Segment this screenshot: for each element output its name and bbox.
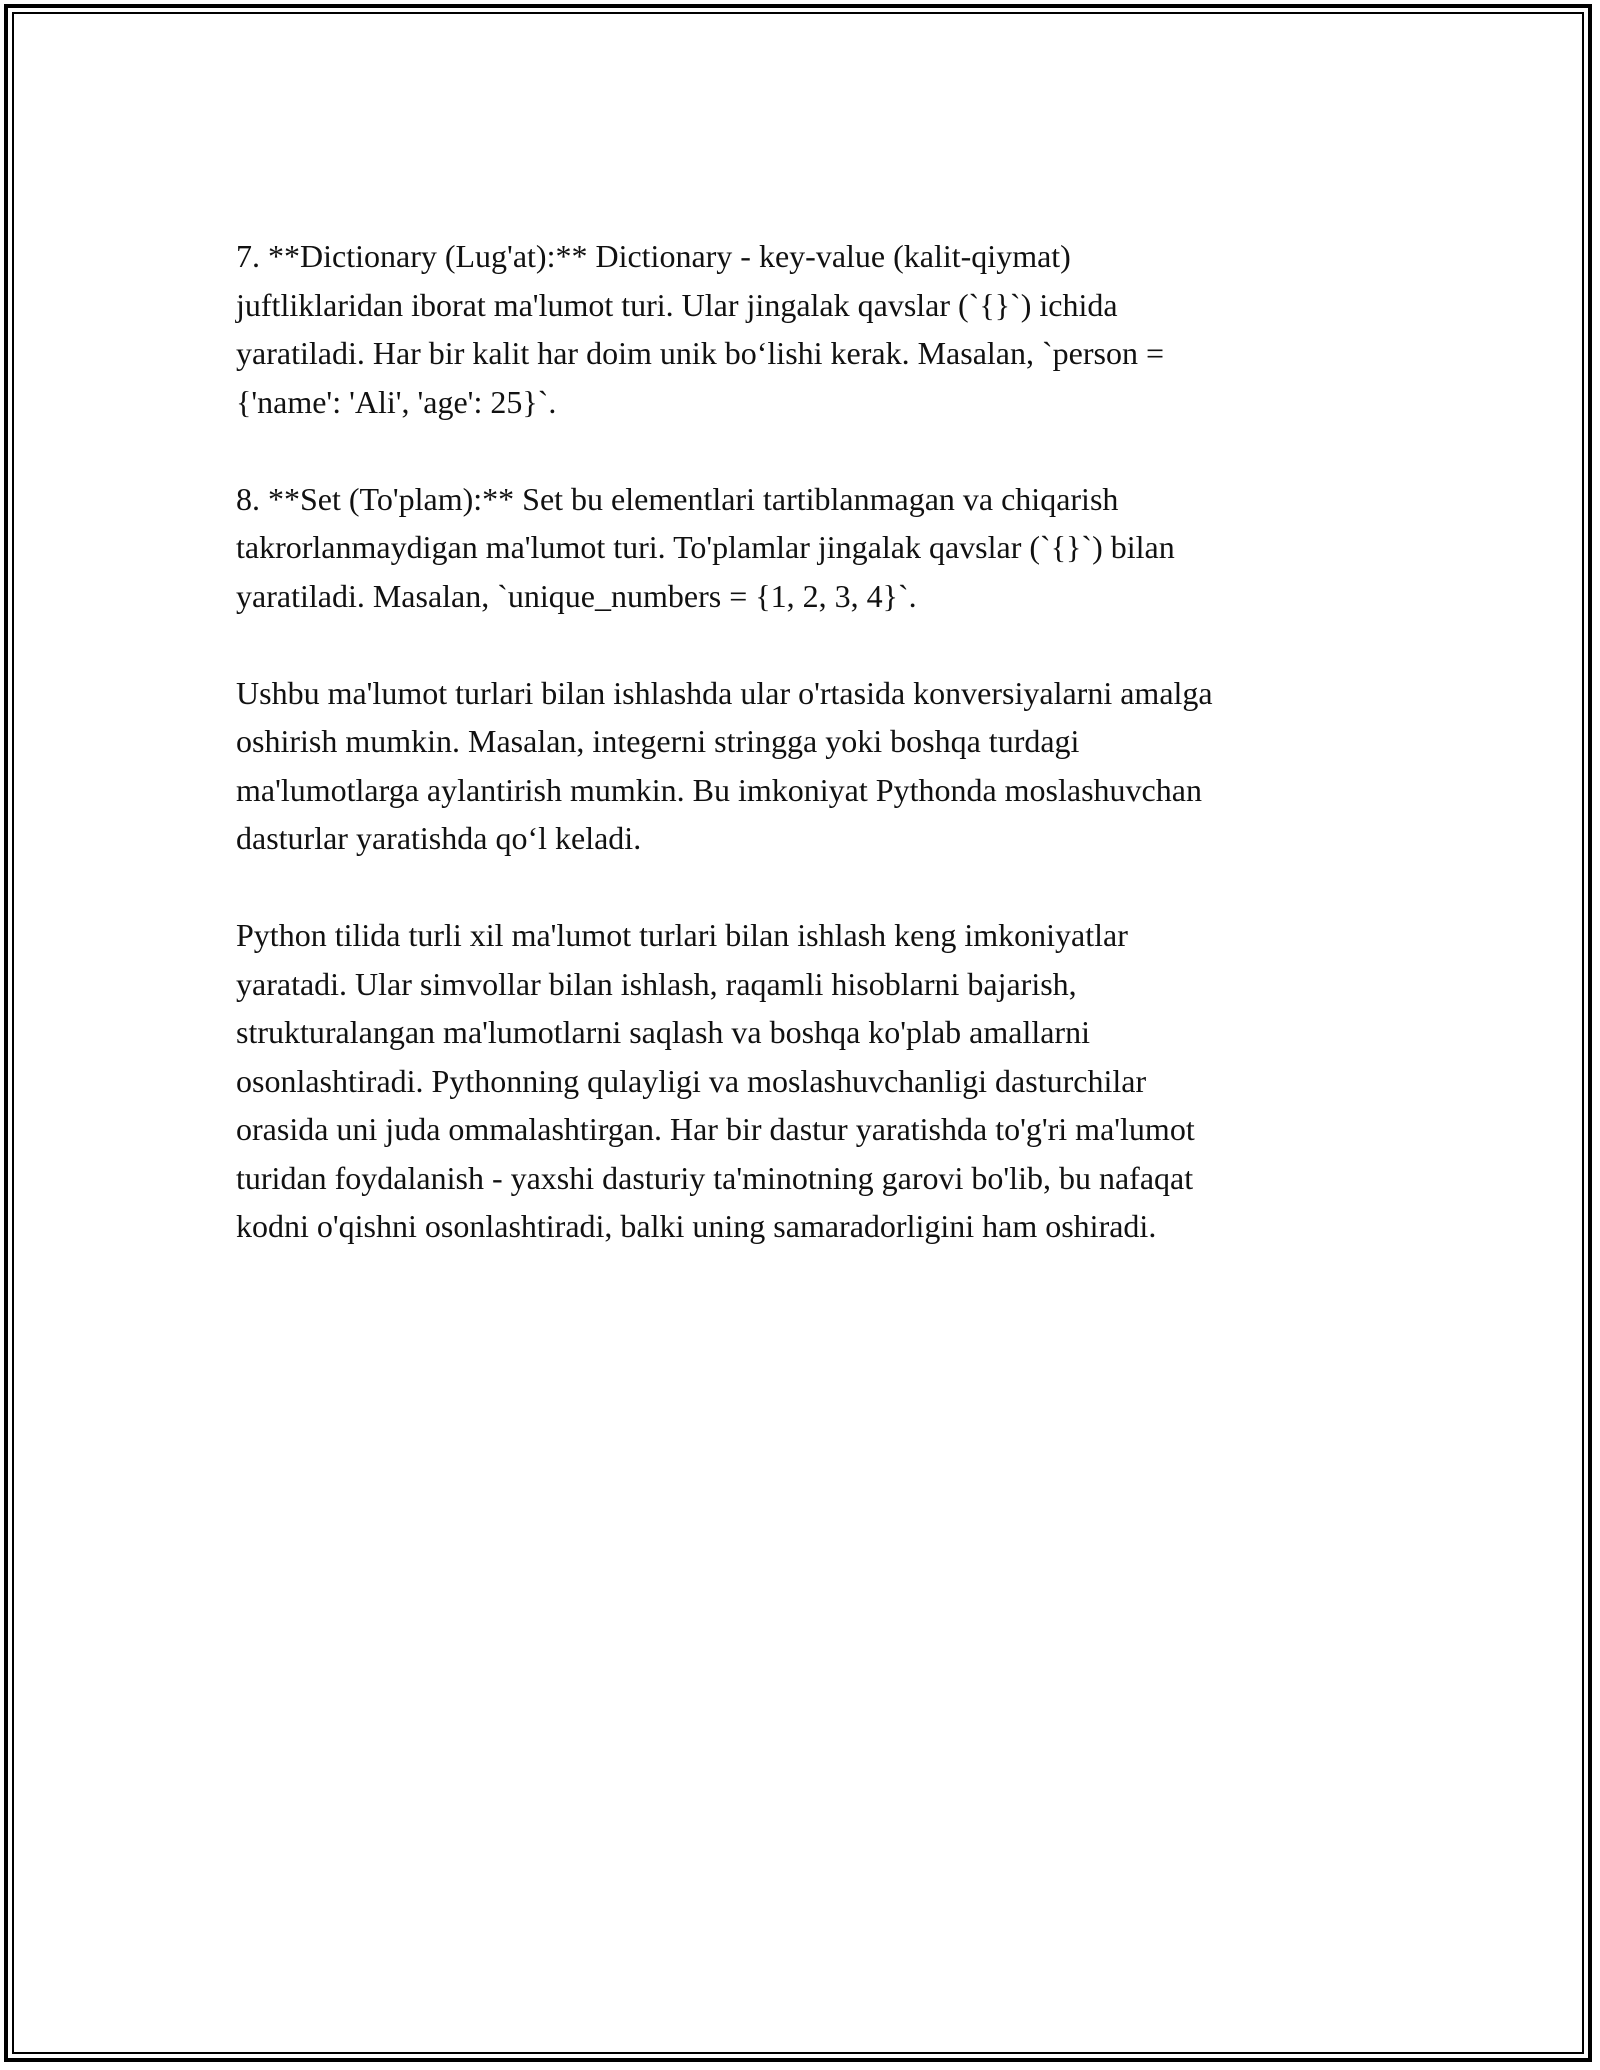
document-body	[236, 232, 1376, 1299]
paragraph-conclusion: Python tilida turli xil ma'lumot turlari bilan ishlash keng imkoniyatlar yaratadi. Ular simvollar bilan ishlash, raqamli hisoblarni bajarish, strukturalangan ma'lumotlarni saqlash va boshqa ko'plab amallarni osonlashtiradi. Pythonning qulayligi va moslashuvchanligi dasturchilar orasida uni juda ommalashtirgan. Har bir dastur yaratishda to'g'ri ma'lumot turidan foydalanish - yaxshi dasturiy ta'minotning garovi bo'lib, bu nafaqat kodni o'qishni osonlashtiradi, balki uning samaradorligini ham oshiradi.	[236, 917, 1195, 1244]
paragraph-dictionary: 7. **Dictionary (Lug'at):** Dictionary - key-value (kalit-qiymat) juftliklaridan iborat ma'lumot turi. Ular jingalak qavslar (`{}`) ichida yaratiladi. Har bir kalit har doim unik bo‘lishi kerak. Masalan, `person = {'name': 'Ali', 'age': 25}`.	[236, 238, 1165, 420]
paragraph-conversion: Ushbu ma'lumot turlari bilan ishlashda ular o'rtasida konversiyalarni amalga oshirish mumkin. Masalan, integerni stringga yoki boshqa turdagi ma'lumotlarga aylantirish mumkin. Bu imkoniyat Pythonda moslashuvchan dasturlar yaratishda qo‘l keladi.	[236, 674, 1213, 856]
paragraph-set: 8. **Set (To'plam):** Set bu elementlari tartiblanmagan va chiqarish takrorlanmaydigan ma'lumot turi. To'plamlar jingalak qavslar (`{}`) bilan yaratiladi. Masalan, `unique_numbers = {1, 2, 3, 4}`.	[236, 480, 1175, 614]
